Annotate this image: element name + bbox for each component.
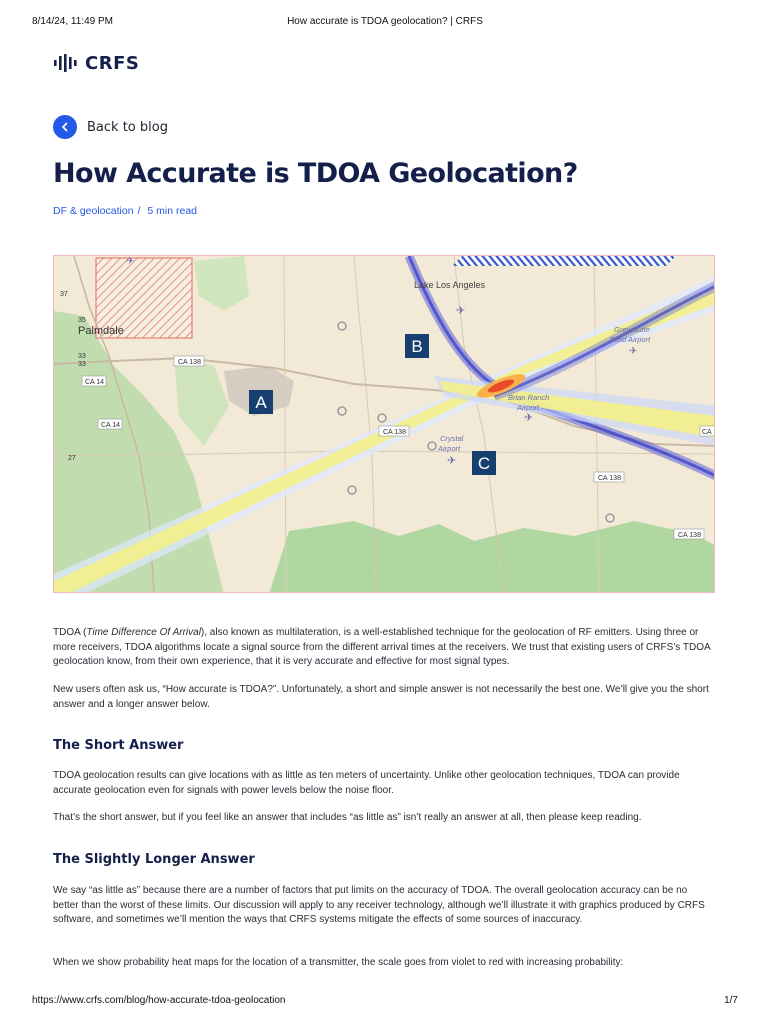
paragraph-longer-answer: We say “as little as” because there are a number of factors that put limits on the accuracy of TDOA. The overall geolocation accuracy can be no better than the worst of these limits. Our discussion will apply to any receiver technology, although we’ll illustrate it with graphics produced by CRFS software, and sometimes we’ll mention the ways that CRFS systems mitigate the effects of some sources of inaccuracy.: [53, 885, 705, 926]
receiver-b-marker: [405, 334, 429, 358]
svg-text:✈: ✈: [629, 346, 638, 357]
article-category-link[interactable]: DF & geolocation: [53, 205, 134, 217]
svg-text:CA: CA: [702, 429, 712, 436]
paragraph-intro: TDOA (Time Difference Of Arrival), also known as multilateration, is a well-established technique for the geolocation of RF emitters. Using three or more receivers, TDOA algorithms locate a signal source from the different arrival times at the receivers. We trust that existing users of CRFS’s TDOA geolocation know, from their own experience, that it is very accurate and effective for most signal types.: [53, 627, 711, 668]
map-label-lake-los-angeles: Lake Los Angeles: [414, 280, 486, 290]
map-label-palmdale: Palmdale: [78, 325, 124, 337]
svg-text:35: 35: [78, 317, 86, 324]
receiver-b-label: B: [411, 337, 423, 356]
receiver-c-label: C: [477, 454, 491, 473]
svg-text:33: 33: [78, 361, 86, 368]
svg-text:27: 27: [68, 455, 76, 462]
paragraph-short-answer: TDOA geolocation results can give locations with as little as ten meters of uncertainty. Unlike other geolocation techniques, TDOA can provide accurate geolocation even for signals with power levels below the noise floor.: [53, 770, 680, 796]
svg-text:CA 138: CA 138: [598, 475, 621, 482]
svg-text:✈: ✈: [447, 455, 457, 467]
svg-text:CA 138: CA 138: [383, 429, 406, 436]
receiver-c-marker: [472, 451, 496, 475]
meta-separator: /: [137, 205, 141, 217]
back-button[interactable]: [53, 115, 77, 139]
paragraph-heat-map-scale: When we show probability heat maps for the location of a transmitter, the scale goes from violet to red with increasing probability:: [53, 957, 624, 968]
back-to-blog-link[interactable]: [53, 115, 168, 139]
print-header: [32, 16, 738, 30]
map-label-grey-butte: Grey Butte: [614, 325, 650, 334]
paragraph-new-users: New users often ask us, “How accurate is TDOA?”. Unfortunately, a short and simple answer is not necessarily the best one. We’ll give you the short answer and a longer answer below.: [53, 684, 709, 710]
svg-text:37: 37: [60, 291, 68, 298]
print-url: https://www.crfs.com/blog/how-accurate-tdoa-geolocation: [32, 995, 286, 1006]
article-meta: [53, 205, 201, 217]
crfs-wordmark: CRFS: [85, 52, 140, 74]
svg-text:✈: ✈: [524, 412, 534, 424]
map-label-grey-butte-2: Field Airport: [610, 335, 651, 344]
back-to-blog-label: Back to blog: [87, 119, 168, 135]
map-label-brian-ranch: Brian Ranch: [508, 393, 550, 402]
svg-text:CA 14: CA 14: [101, 422, 121, 429]
svg-text:✈: ✈: [126, 256, 135, 267]
paragraph-keep-reading: That’s the short answer, but if you feel like an answer that includes “as little as” isn’t really an answer at all, then please keep reading.: [53, 812, 642, 823]
print-date: 8/14/24, 11:49 PM: [32, 16, 113, 27]
receiver-a-marker: [249, 390, 273, 414]
crfs-logo[interactable]: [54, 53, 139, 73]
svg-text:33: 33: [78, 353, 86, 360]
heading-short-answer: The Short Answer: [53, 738, 184, 753]
svg-text:CA 138: CA 138: [178, 359, 201, 366]
print-page-title: How accurate is TDOA geolocation? | CRFS: [287, 16, 483, 27]
chevron-left-icon: [60, 122, 70, 132]
map-label-crystal: Crystal: [440, 434, 464, 443]
receiver-a-label: A: [255, 393, 267, 412]
map-label-crystal-2: Airport: [438, 444, 461, 453]
article-title: How Accurate is TDOA Geolocation?: [53, 158, 578, 189]
print-page-number: 1/7: [724, 995, 738, 1006]
svg-text:CA 138: CA 138: [678, 532, 701, 539]
map-label-brian-ranch-2: Airport: [517, 403, 540, 412]
svg-text:✈: ✈: [456, 305, 466, 317]
crfs-logo-icon: [54, 54, 80, 72]
tdoa-heatmap-image: [53, 255, 715, 593]
svg-text:CA 14: CA 14: [85, 379, 105, 386]
read-time: 5 min read: [147, 205, 197, 217]
heading-longer-answer: The Slightly Longer Answer: [53, 852, 255, 867]
